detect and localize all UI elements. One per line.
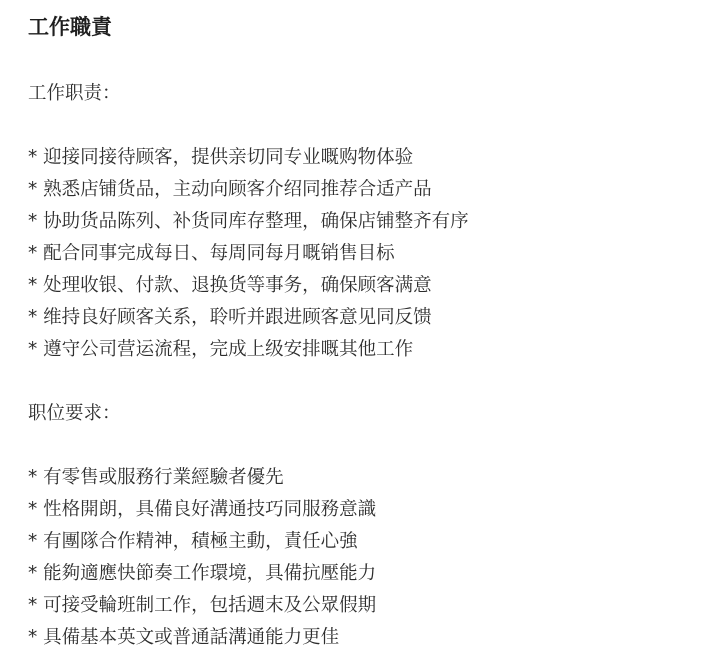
job-description-body	[28, 78, 708, 654]
spacer	[28, 366, 708, 398]
requirements-heading: 职位要求：	[28, 403, 121, 424]
spacer	[28, 430, 708, 462]
requirement-item: * 有團隊合作精神，積極主動，責任心強	[28, 531, 358, 552]
duties-list	[28, 142, 708, 366]
requirement-item: * 具備基本英文或普通話溝通能力更佳	[28, 627, 340, 648]
duty-item: * 遵守公司营运流程，完成上级安排嘅其他工作	[28, 339, 414, 360]
spacer	[28, 110, 708, 142]
duty-item: * 维持良好顾客关系，聆听并跟进顾客意见同反馈	[28, 307, 432, 328]
requirement-item: * 性格開朗，具備良好溝通技巧同服務意識	[28, 499, 377, 520]
requirements-list	[28, 462, 708, 654]
requirement-item: * 有零售或服務行業經驗者優先	[28, 467, 284, 488]
duty-item: * 处理收银、付款、退换货等事务，确保顾客满意	[28, 275, 432, 296]
duty-item: * 熟悉店铺货品，主动向顾客介绍同推荐合适产品	[28, 179, 432, 200]
duty-item: * 迎接同接待顾客，提供亲切同专业嘅购物体验	[28, 147, 414, 168]
requirement-item: * 能夠適應快節奏工作環境，具備抗壓能力	[28, 563, 377, 584]
requirement-item: * 可接受輪班制工作，包括週末及公眾假期	[28, 595, 377, 616]
section-title: 工作職責	[28, 15, 112, 39]
duty-item: * 协助货品陈列、补货同库存整理，确保店铺整齐有序	[28, 211, 469, 232]
duties-heading: 工作职责：	[28, 83, 121, 104]
duty-item: * 配合同事完成每日、每周同每月嘅销售目标	[28, 243, 395, 264]
